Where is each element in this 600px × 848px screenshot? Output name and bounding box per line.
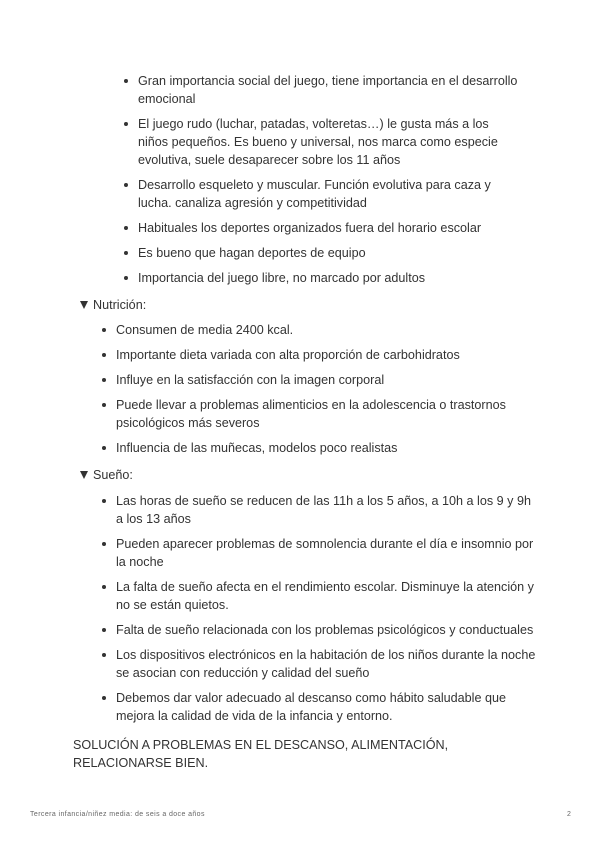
triangle-down-icon[interactable] (80, 301, 88, 309)
list-item: Los dispositivos electrónicos en la habitación de los niños durante la noche se asocian con reducción y calidad del sueño (116, 646, 536, 682)
juego-list (138, 72, 518, 294)
bullet-icon (102, 378, 106, 382)
list-item: Falta de sueño relacionada con los problemas psicológicos y conductuales (116, 621, 536, 639)
list-item: Desarrollo esqueleto y muscular. Función evolutiva para caza y lucha. canaliza agresión y competitividad (138, 176, 518, 212)
bullet-icon (124, 122, 128, 126)
conclusion-paragraph: SOLUCIÓN A PROBLEMAS EN EL DESCANSO, ALIMENTACIÓN, RELACIONARSE BIEN. (73, 738, 449, 770)
bullet-icon (102, 353, 106, 357)
list-item: Pueden aparecer problemas de somnolencia durante el día e insomnio por la noche (116, 535, 536, 571)
bullet-icon (102, 696, 106, 700)
list-item: Importante dieta variada con alta proporción de carbohidratos (116, 346, 536, 364)
bullet-icon (102, 542, 106, 546)
list-item: Puede llevar a problemas alimenticios en la adolescencia o trastornos psicológicos más severos (116, 396, 536, 432)
bullet-icon (124, 79, 128, 83)
footer-title: Tercera infancia/niñez media: de seis a doce años (30, 811, 205, 818)
triangle-down-icon[interactable] (80, 471, 88, 479)
bullet-icon (102, 628, 106, 632)
page-number: 2 (567, 811, 571, 818)
bullet-icon (102, 585, 106, 589)
list-item: Importancia del juego libre, no marcado por adultos (138, 269, 518, 287)
list-item: Consumen de media 2400 kcal. (116, 321, 536, 339)
bullet-icon (124, 276, 128, 280)
list-item: Las horas de sueño se reducen de las 11h a los 5 años, a 10h a los 9 y 9h a los 13 años (116, 492, 536, 528)
bullet-icon (124, 226, 128, 230)
bullet-icon (102, 653, 106, 657)
list-item: La falta de sueño afecta en el rendimiento escolar. Disminuye la atención y no se están quietos. (116, 578, 536, 614)
nutricion-heading: Nutrición: (93, 298, 147, 312)
bullet-icon (124, 251, 128, 255)
nutricion-toggle[interactable] (80, 296, 146, 314)
list-item: Influye en la satisfacción con la imagen corporal (116, 371, 536, 389)
bullet-icon (102, 328, 106, 332)
sueno-list (116, 492, 536, 732)
list-item: Debemos dar valor adecuado al descanso como hábito saludable que mejora la calidad de vida de la infancia y entorno. (116, 689, 536, 725)
list-item: Influencia de las muñecas, modelos poco realistas (116, 439, 536, 457)
list-item: Es bueno que hagan deportes de equipo (138, 244, 518, 262)
nutricion-list (116, 321, 536, 464)
bullet-icon (102, 446, 106, 450)
list-item: Habituales los deportes organizados fuera del horario escolar (138, 219, 518, 237)
bullet-icon (124, 183, 128, 187)
bullet-icon (102, 403, 106, 407)
list-item: El juego rudo (luchar, patadas, volteretas…) le gusta más a los niños pequeños. Es bueno y universal, nos marca como especie evolutiva, suele desaparecer sobre los 11 años (138, 115, 518, 169)
list-item: Gran importancia social del juego, tiene importancia en el desarrollo emocional (138, 72, 518, 108)
sueno-heading: Sueño: (93, 468, 133, 482)
bullet-icon (102, 499, 106, 503)
sueno-toggle[interactable] (80, 466, 133, 484)
